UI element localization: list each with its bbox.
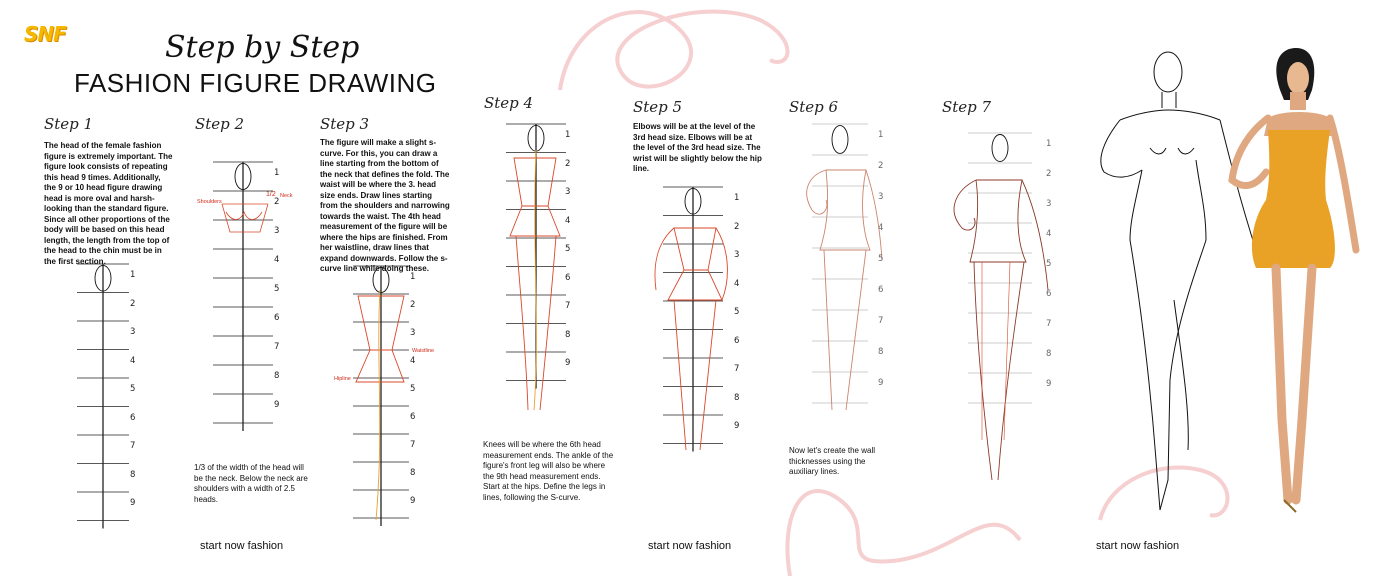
title-script: Step by Step bbox=[165, 30, 360, 65]
measurement-number: 1 bbox=[274, 168, 280, 178]
head-outline bbox=[992, 135, 1008, 162]
measurement-number: 7 bbox=[274, 342, 280, 352]
measurement-number: 3 bbox=[410, 328, 416, 338]
measurement-number: 9 bbox=[410, 496, 416, 506]
step-7-label: Step 7 bbox=[942, 98, 992, 116]
step-4-text: Knees will be where the 6th head measurement ends. The ankle of the figure's front leg will also be where the 9th head measurement ends. Start at the hips. Define the legs in lines, following the S-curve. bbox=[483, 440, 614, 502]
measurement-number: 7 bbox=[1046, 319, 1052, 329]
measurement-number: 4 bbox=[734, 278, 740, 289]
measurement-number: 1 bbox=[878, 130, 884, 140]
measurement-number: 7 bbox=[734, 364, 740, 374]
step-3-torso bbox=[356, 290, 404, 520]
measurement-number: 6 bbox=[878, 285, 884, 295]
measurement-number: 8 bbox=[565, 329, 571, 340]
measurement-number: 8 bbox=[1046, 349, 1052, 359]
measurement-number: 6 bbox=[130, 412, 136, 423]
hipline-label: Hipline bbox=[334, 376, 351, 382]
measurement-number: 3 bbox=[734, 250, 740, 260]
footer-brand-2: start now fashion bbox=[648, 540, 732, 552]
footer-brand-3: start now fashion bbox=[1096, 540, 1180, 552]
waistline-label: Waistline bbox=[412, 348, 435, 354]
measurement-number: 4 bbox=[565, 215, 571, 226]
measurement-number: 9 bbox=[1046, 379, 1052, 389]
measurement-number: 8 bbox=[274, 371, 280, 381]
measurement-number: 5 bbox=[130, 384, 136, 394]
step-5-text: Elbows will be at the level of the 3rd head size. Elbows will be at the level of the 3rd head size. The wrist will be slightly below the hip line. bbox=[633, 122, 762, 173]
measurement-number: 5 bbox=[878, 254, 884, 264]
shoulders-label: Shoulders bbox=[197, 199, 222, 205]
measurement-number: 9 bbox=[734, 421, 740, 431]
measurement-number: 7 bbox=[130, 441, 136, 451]
measurement-number: 3 bbox=[274, 226, 280, 236]
measurement-number: 6 bbox=[1046, 289, 1052, 299]
step-4-label: Step 4 bbox=[484, 94, 534, 112]
measurement-number: 7 bbox=[410, 440, 416, 450]
half-label: 1/2 bbox=[266, 191, 276, 198]
measurement-number: 1 bbox=[565, 130, 571, 140]
measurement-number: 2 bbox=[565, 158, 571, 169]
step-2-text: 1/3 of the width of the head will be the neck. Below the neck are shoulders with a width of 2.5 heads. bbox=[194, 463, 308, 504]
line-art-figure bbox=[1101, 52, 1256, 510]
measurement-number: 9 bbox=[565, 358, 571, 368]
measurement-number: 9 bbox=[130, 498, 136, 508]
footer-brand-1: start now fashion bbox=[200, 540, 284, 552]
measurement-number: 4 bbox=[410, 356, 416, 366]
measurement-number: 2 bbox=[878, 161, 884, 171]
measurement-number: 5 bbox=[1046, 259, 1052, 269]
measurement-number: 9 bbox=[274, 400, 280, 410]
measurement-number: 3 bbox=[565, 187, 571, 197]
measurement-number: 3 bbox=[130, 327, 136, 337]
measurement-number: 2 bbox=[734, 221, 740, 232]
measurement-number: 3 bbox=[878, 192, 884, 202]
measurement-number: 7 bbox=[878, 316, 884, 326]
step-4-body bbox=[510, 150, 560, 410]
step-1-label: Step 1 bbox=[44, 115, 94, 133]
step-3-text: The figure will make a slight s-curve. For this, you can draw a line starting from the bottom of the neck that defines the fold. The waist will be where the 3. head size ends. Draw lines starting from the shoulders and narrowing towards the waist. The 4th head measurement of the figure will be where the hips are finished. From her waistline, draw lines that expand downwards. Follow the s-curve line while doing these. bbox=[320, 138, 450, 273]
step-5-body bbox=[655, 228, 727, 450]
guide-lines bbox=[77, 124, 1032, 529]
measurement-number: 8 bbox=[410, 468, 416, 478]
head-outline bbox=[832, 126, 848, 154]
measurement-number: 6 bbox=[565, 272, 571, 283]
measurement-number: 1 bbox=[1046, 139, 1052, 149]
measurement-number: 1 bbox=[734, 193, 740, 203]
step-2-label: Step 2 bbox=[195, 115, 245, 133]
page-title: FASHION FIGURE DRAWING bbox=[74, 68, 437, 98]
colored-figure bbox=[1232, 48, 1356, 512]
measurement-number: 7 bbox=[565, 301, 571, 311]
measurement-number: 2 bbox=[1046, 169, 1052, 179]
measurement-number: 2 bbox=[410, 300, 416, 310]
neck-label: Neck bbox=[280, 193, 293, 199]
measurement-number: 5 bbox=[410, 384, 416, 394]
measurement-number: 8 bbox=[878, 347, 884, 357]
measurement-number: 9 bbox=[878, 378, 884, 388]
measurement-number: 3 bbox=[1046, 199, 1052, 209]
step-6-body bbox=[807, 170, 882, 410]
measurement-number: 8 bbox=[130, 469, 136, 480]
measurement-number: 4 bbox=[130, 355, 136, 366]
measurement-number: 4 bbox=[1046, 229, 1052, 239]
measurement-number: 8 bbox=[734, 392, 740, 403]
measurement-number: 5 bbox=[274, 284, 280, 294]
measurement-number: 6 bbox=[410, 412, 416, 422]
step-3-label: Step 3 bbox=[320, 115, 370, 133]
measurement-number: 5 bbox=[565, 244, 571, 254]
measurement-number: 6 bbox=[274, 313, 280, 323]
step-6-text: Now let's create the wall thicknesses using the auxiliary lines. bbox=[789, 446, 876, 476]
step-7-body bbox=[954, 180, 1048, 480]
step-6-label: Step 6 bbox=[789, 98, 839, 116]
step-1-text: The head of the female fashion figure is extremely important. The figure look consists of repeating this head 9 times. Additionally, the 9 or 10 head figure drawing head is more oval and harsh-looking than the standard figure. Since all other proportions of the body will be based on this head length, the length from the top of the head to the chin must be in the first section. bbox=[44, 141, 173, 266]
measurement-number: 4 bbox=[878, 223, 884, 233]
measurement-number: 2 bbox=[130, 298, 136, 309]
snf-logo: SNF bbox=[24, 22, 66, 46]
measurement-number: 4 bbox=[274, 255, 280, 265]
measurement-number: 1 bbox=[130, 270, 136, 280]
step-2-torso bbox=[222, 204, 268, 232]
measurement-number: 6 bbox=[734, 335, 740, 346]
step-5-label: Step 5 bbox=[633, 98, 683, 116]
measurement-number: 5 bbox=[734, 307, 740, 317]
measurement-number: 2 bbox=[274, 197, 280, 207]
measurement-number: 1 bbox=[410, 272, 416, 282]
